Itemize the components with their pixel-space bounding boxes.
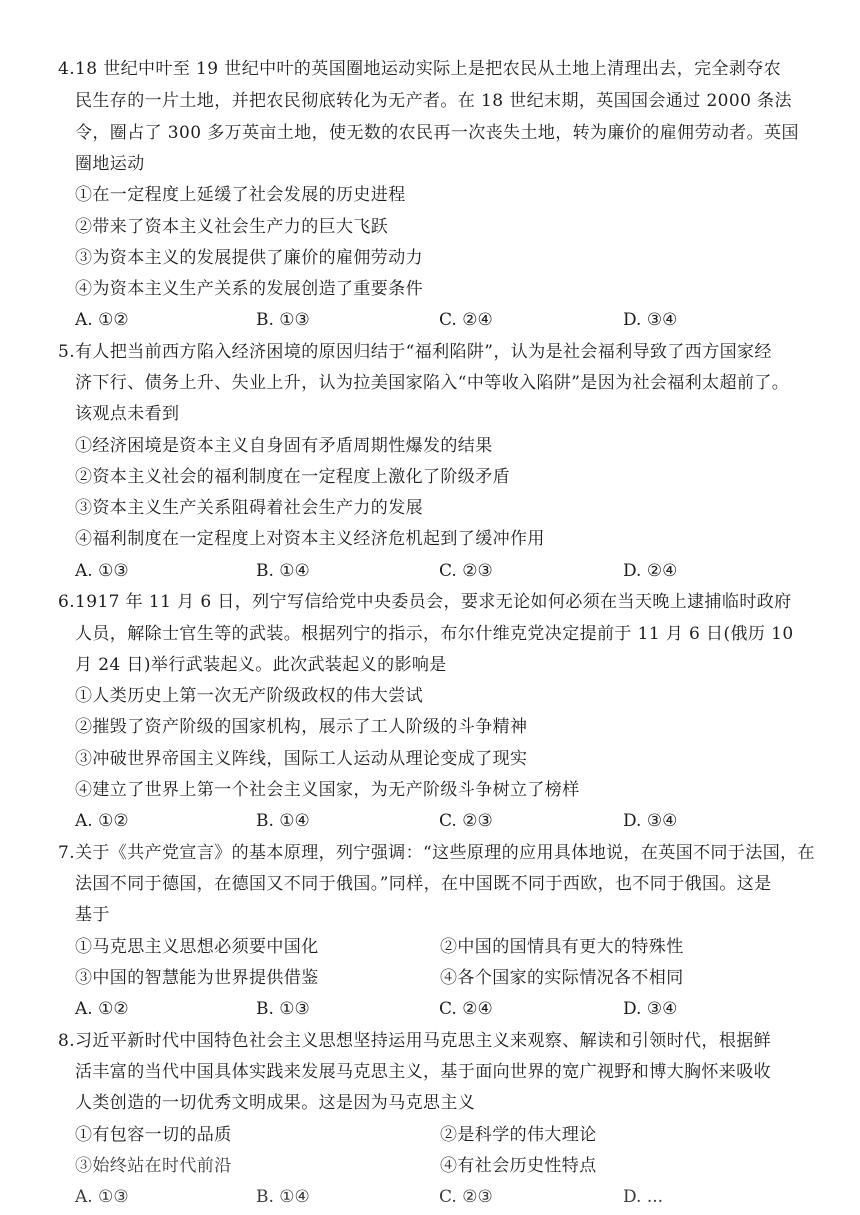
- q8-option-2: ②是科学的伟大理论: [440, 1125, 597, 1145]
- q5-option-4: ④福利制度在一定程度上对资本主义经济危机起到了缓冲作用: [75, 529, 545, 549]
- q5-option-2: ②资本主义社会的福利制度在一定程度上激化了阶级矛盾: [75, 467, 510, 487]
- q8-choice-b[interactable]: B. ①④: [256, 1187, 310, 1207]
- q8-stem-line-1: 8.习近平新时代中国特色社会主义思想坚持运用马克思主义来观察、解读和引领时代，根据鲜: [58, 1031, 772, 1051]
- q8-stem-line-2: 活丰富的当代中国具体实践来发展马克思主义，基于面向世界的宽广视野和博大胸怀来吸收: [75, 1062, 771, 1082]
- q6-option-4: ④建立了世界上第一个社会主义国家，为无产阶级斗争树立了榜样: [75, 780, 580, 800]
- q6-stem-line-1: 6.1917 年 11 月 6 日，列宁写信给党中央委员会，要求无论如何必须在当天晚上逮捕临时政府: [58, 592, 792, 612]
- q7-option-3: ③中国的智慧能为世界提供借鉴: [75, 968, 319, 988]
- q5-choice-c[interactable]: C. ②③: [439, 561, 493, 581]
- q6-stem-line-3: 月 24 日)举行武装起义。此次武装起义的影响是: [75, 655, 447, 675]
- q6-option-2: ②摧毁了资产阶级的国家机构，展示了工人阶级的斗争精神: [75, 717, 528, 737]
- q7-stem-line-3: 基于: [75, 905, 110, 925]
- q5-stem-line-2: 济下行、债务上升、失业上升，认为拉美国家陷入“中等收入陷阱”是因为社会福利太超前了。: [75, 373, 790, 393]
- q7-choice-d[interactable]: D. ③④: [623, 999, 678, 1019]
- q4-answer-choices: [75, 309, 815, 331]
- q7-stem-line-1: 7.关于《共产党宣言》的基本原理，列宁强调：“这些原理的应用具体地说，在英国不同于法国，在: [58, 843, 815, 863]
- q4-stem-line-2: 民生存的一片土地，并把农民彻底转化为无产者。在 18 世纪末期，英国国会通过 2000 条法: [75, 91, 792, 111]
- q7-choice-a[interactable]: A. ①②: [75, 999, 129, 1019]
- q4-option-1: ①在一定程度上延缓了社会发展的历史进程: [75, 185, 406, 205]
- q7-option-1: ①马克思主义思想必须要中国化: [75, 937, 319, 957]
- q4-stem-line-4: 圈地运动: [75, 154, 145, 174]
- q8-choice-a[interactable]: A. ①③: [75, 1187, 129, 1207]
- q8-stem-line-3: 人类创造的一切优秀文明成果。这是因为马克思主义: [75, 1093, 476, 1113]
- q5-choice-a[interactable]: A. ①③: [75, 561, 129, 581]
- q5-answer-choices: [75, 560, 815, 582]
- q4-stem-line-1: 4.18 世纪中叶至 19 世纪中叶的英国圈地运动实际上是把农民从土地上清理出去，完全剥夺农: [58, 59, 782, 79]
- q6-choice-d[interactable]: D. ③④: [623, 811, 678, 831]
- q6-answer-choices: [75, 810, 815, 832]
- q6-choice-b[interactable]: B. ①④: [256, 811, 310, 831]
- q6-option-3: ③冲破世界帝国主义阵线，国际工人运动从理论变成了现实: [75, 749, 528, 769]
- q6-option-1: ①人类历史上第一次无产阶级政权的伟大尝试: [75, 686, 423, 706]
- q4-option-3: ③为资本主义的发展提供了廉价的雇佣劳动力: [75, 248, 423, 268]
- q5-option-1: ①经济困境是资本主义自身固有矛盾周期性爆发的结果: [75, 436, 493, 456]
- q5-choice-d[interactable]: D. ②④: [623, 561, 678, 581]
- q6-choice-a[interactable]: A. ①②: [75, 811, 129, 831]
- q4-option-4: ④为资本主义生产关系的发展创造了重要条件: [75, 279, 423, 299]
- q8-option-4: ④有社会历史性特点: [440, 1156, 597, 1176]
- q7-option-4: ④各个国家的实际情况各不相同: [440, 968, 684, 988]
- q8-option-3: ③始终站在时代前沿: [75, 1156, 232, 1176]
- q8-answer-choices: [75, 1186, 815, 1208]
- q6-stem-line-2: 人员，解除士官生等的武装。根据列宁的指示，布尔什维克党决定提前于 11 月 6 日(俄历 10: [75, 624, 794, 644]
- q5-stem-line-3: 该观点未看到: [75, 404, 180, 424]
- q7-option-2: ②中国的国情具有更大的特殊性: [440, 937, 684, 957]
- q5-stem-line-1: 5.有人把当前西方陷入经济困境的原因归结于“福利陷阱”，认为是社会福利导致了西方国家经: [58, 342, 772, 362]
- q8-choice-d[interactable]: D. ...: [623, 1187, 664, 1207]
- q7-choice-b[interactable]: B. ①③: [256, 999, 310, 1019]
- q7-stem-line-2: 法国不同于德国，在德国又不同于俄国。”同样，在中国既不同于西欧，也不同于俄国。这是: [75, 874, 772, 894]
- q4-choice-a[interactable]: A. ①②: [75, 310, 129, 330]
- q4-option-2: ②带来了资本主义社会生产力的巨大飞跃: [75, 217, 389, 237]
- q4-choice-c[interactable]: C. ②④: [439, 310, 493, 330]
- q7-answer-choices: [75, 998, 815, 1020]
- q6-choice-c[interactable]: C. ②③: [439, 811, 493, 831]
- q8-choice-c[interactable]: C. ②③: [439, 1187, 493, 1207]
- q8-option-1: ①有包容一切的品质: [75, 1125, 232, 1145]
- q5-option-3: ③资本主义生产关系阻碍着社会生产力的发展: [75, 498, 423, 518]
- q4-choice-b[interactable]: B. ①③: [256, 310, 310, 330]
- q7-choice-c[interactable]: C. ②④: [439, 999, 493, 1019]
- q4-stem-line-3: 令，圈占了 300 多万英亩土地，使无数的农民再一次丧失土地，转为廉价的雇佣劳动者。英国: [75, 123, 799, 143]
- q5-choice-b[interactable]: B. ①④: [256, 561, 310, 581]
- q4-choice-d[interactable]: D. ③④: [623, 310, 678, 330]
